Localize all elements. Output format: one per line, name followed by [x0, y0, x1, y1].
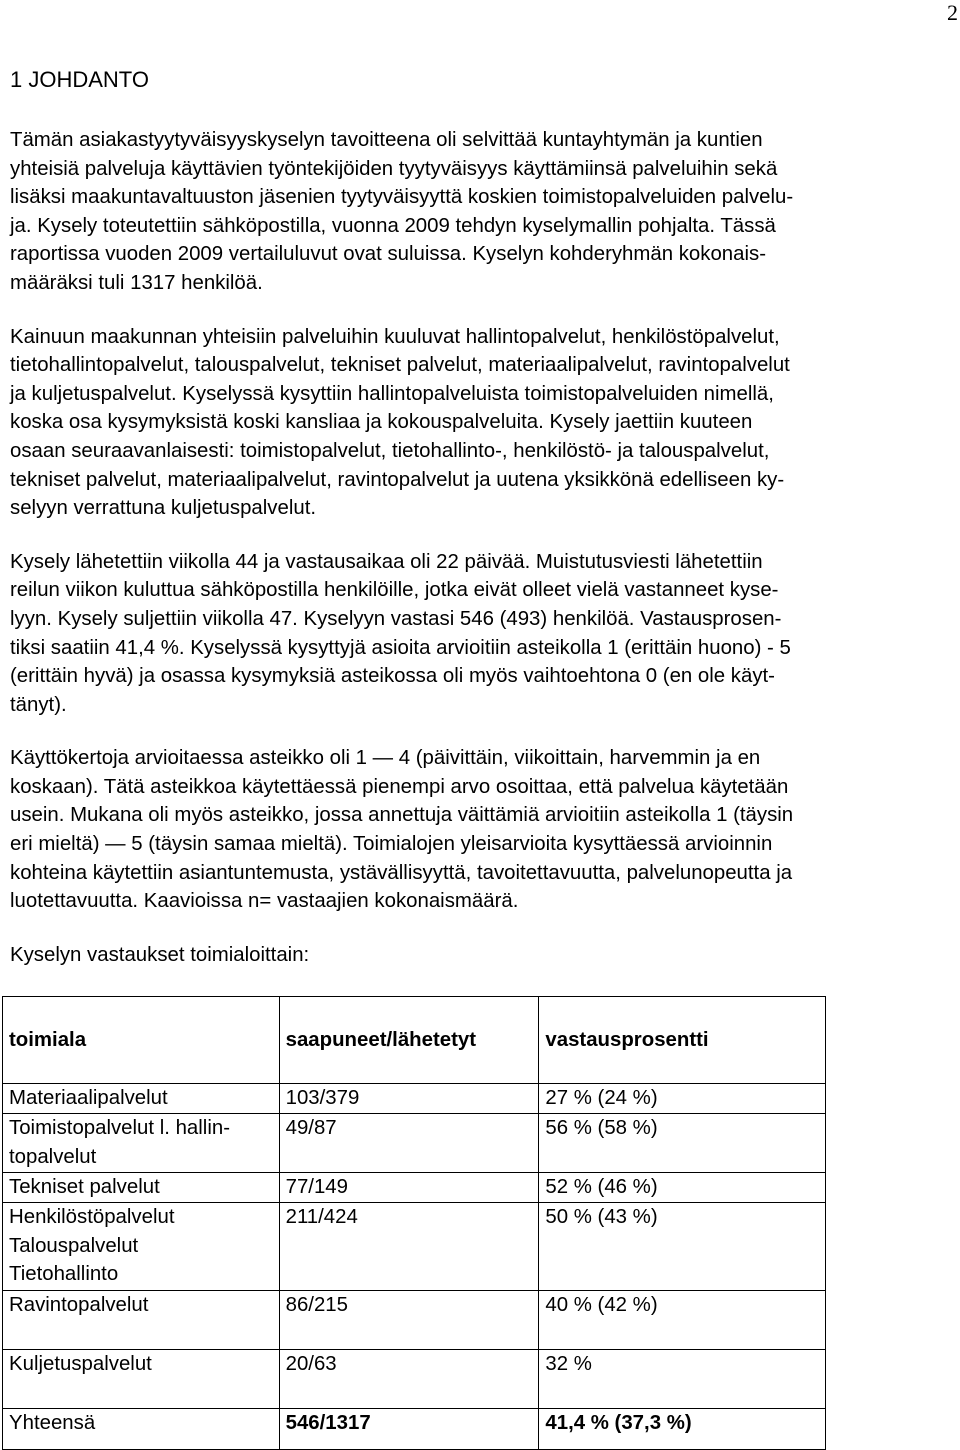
- header-toimiala: toimiala: [3, 997, 280, 1084]
- table-caption: Kyselyn vastaukset toimialoittain:: [10, 943, 310, 966]
- header-saapuneet: saapuneet/lähetetyt: [279, 997, 539, 1084]
- cell-vastausprosentti: 52 % (46 %): [539, 1173, 826, 1203]
- table-total-row: [3, 1409, 826, 1450]
- cell-saapuneet: 211/424: [279, 1203, 539, 1291]
- cell-toimiala: Henkilöstöpalvelut Talouspalvelut Tietohallinto: [3, 1203, 280, 1291]
- cell-saapuneet: 103/379: [279, 1084, 539, 1114]
- paragraph-scales: Käyttökertoja arvioitaessa asteikko oli 1 — 4 (päivittäin, viikoittain, harvemmin ja en koskaan). Tätä asteikkoa käytettäessä pienempi arvo osoittaa, että palvelua käytetään usein. Mukana oli myös asteikko, jossa annettuja väittämiä arvioitiin asteikolla 1 (täysin eri mieltä) — 5 (täysin samaa mieltä). Toimialojen yleisarvioita kysyttäessä arvioinnin kohteina käytettiin asiantuntemusta, ystävällisyyttä, tavoitettavuutta, palvelunopeutta ja luotettavuutta. Kaavioissa n= vastaajien kokonaismäärä.: [10, 747, 794, 913]
- cell-saapuneet: 77/149: [279, 1173, 539, 1203]
- responses-table: [2, 996, 826, 1450]
- paragraph-intro: Tämän asiakastyytyväisyyskyselyn tavoitteena oli selvittää kuntayhtymän ja kuntien yhteisiä palveluja käyttävien työntekijöiden tyytyväisyys käyttämiinsä palveluihin sekä lisäksi maakuntavaltuuston jäsenien tyytyväisyyttä koskien toimistopalveluiden palvelu- ja. Kysely toteutettiin sähköpostilla, vuonna 2009 tehdyn kyselymallin pohjalta. Tässä raportissa vuoden 2009 vertailuluvut ovat suluissa. Kyselyn kohderyhmän kokonais- määräksi tuli 1317 henkilöä.: [10, 129, 794, 294]
- cell-vastausprosentti: 27 % (24 %): [539, 1084, 826, 1114]
- table-header-row: [3, 997, 826, 1084]
- table-row: [3, 1291, 826, 1350]
- table-row: [3, 1114, 826, 1173]
- document-body: [10, 66, 956, 983]
- cell-total-count: 546/1317: [279, 1409, 539, 1450]
- table-row: [3, 1084, 826, 1114]
- table-row: [3, 1173, 826, 1203]
- page-number: 2: [947, 0, 958, 25]
- cell-toimiala: Materiaalipalvelut: [3, 1084, 280, 1114]
- table-row: [3, 1203, 826, 1291]
- paragraph-schedule: Kysely lähetettiin viikolla 44 ja vastausaikaa oli 22 päivää. Muistutusviesti lähetettiin reilun viikon kuluttua sähköpostilla henkilöille, jotka eivät olleet vielä vastanneet kyse- lyyn. Kysely suljettiin viikolla 47. Kyselyyn vastasi 546 (493) henkilöä. Vastausprosen- tiksi saatiin 41,4 %. Kyselyssä kysyttyjä asioita arvioitiin asteikolla 1 (erittäin huono) - 5 (erittäin hyvä) ja osassa kysymyksiä asteikossa oli myös vaihtoehtona 0 (en ole käyt- tänyt).: [10, 550, 791, 716]
- cell-total-label: Yhteensä: [3, 1409, 280, 1450]
- cell-vastausprosentti: 40 % (42 %): [539, 1291, 826, 1350]
- cell-vastausprosentti: 50 % (43 %): [539, 1203, 826, 1291]
- cell-vastausprosentti: 56 % (58 %): [539, 1114, 826, 1173]
- cell-toimiala: Kuljetuspalvelut: [3, 1350, 280, 1409]
- cell-saapuneet: 86/215: [279, 1291, 539, 1350]
- table-row: [3, 1350, 826, 1409]
- cell-saapuneet: 20/63: [279, 1350, 539, 1409]
- cell-total-percent: 41,4 % (37,3 %): [539, 1409, 826, 1450]
- cell-saapuneet: 49/87: [279, 1114, 539, 1173]
- cell-toimiala: Toimistopalvelut l. hallin- topalvelut: [3, 1114, 280, 1173]
- paragraph-services: Kainuun maakunnan yhteisiin palveluihin kuuluvat hallintopalvelut, henkilöstöpalvelut, tietohallintopalvelut, talouspalvelut, tekniset palvelut, materiaalipalvelut, ravintopalvelut ja kuljetuspalvelut. Kyselyssä kysyttiin hallintopalveluista toimistopalveluiden nimellä, koska osa kysymyksistä koski kansliaa ja kokouspalveluita. Kysely jaettiin kuuteen osaan seuraavanlaisesti: toimistopalvelut, tietohallinto-, henkilöstö- ja talouspalvelut, tekniset palvelut, materiaalipalvelut, ravintopalvelut ja uutena yksikkönä edelliseen ky- selyyn verrattuna kuljetuspalvelut.: [10, 325, 790, 520]
- cell-toimiala: Tekniset palvelut: [3, 1173, 280, 1203]
- header-vastausprosentti: vastausprosentti: [539, 997, 826, 1084]
- cell-toimiala: Ravintopalvelut: [3, 1291, 280, 1350]
- section-heading: 1 JOHDANTO: [10, 67, 149, 92]
- cell-vastausprosentti: 32 %: [539, 1350, 826, 1409]
